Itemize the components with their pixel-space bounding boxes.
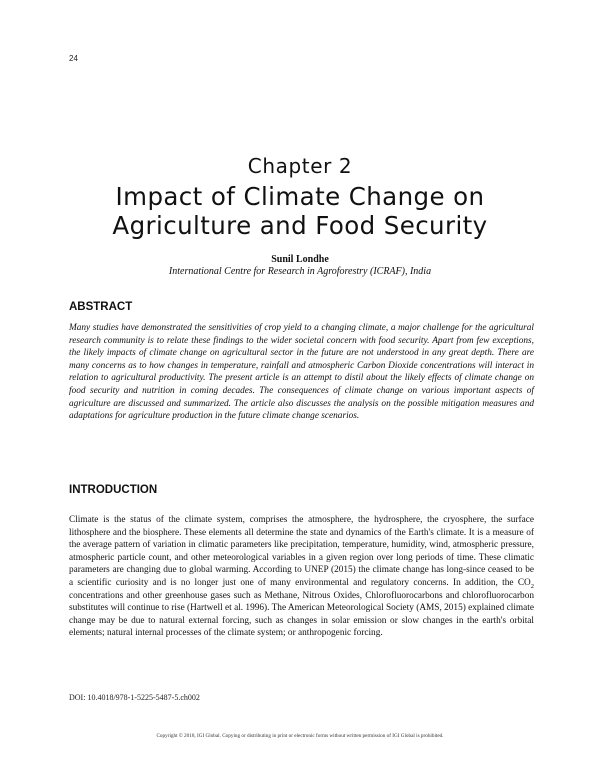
doi-line: DOI: 10.4018/978-1-5225-5487-5.ch002 bbox=[69, 693, 200, 702]
introduction-text bbox=[69, 514, 534, 640]
introduction-text-part-2: concentrations and other greenhouse gases such as Methane, Nitrous Oxides, Chlorofluorocarbons and chlorofluorocarbon substitutes will continue to rise (Hartwell et al. 1996). The American Meteorological Society (AMS, 2015) explained climate change may be due to natural external forcing, such as changes in solar emission or slow changes in the earth's orbital elements; natural internal processes of the climate system; or anthropogenic forcing. bbox=[69, 590, 534, 639]
introduction-text-part-1: Climate is the status of the climate system, comprises the atmosphere, the hydrosphere, the cryosphere, the surface lithosphere and the biosphere. These elements all determine the state and dynamics of the Earth's climate. It is a measure of the average pattern of variation in climatic parameters like precipitation, temperature, humidity, wind, atmospheric pressure, atmospheric particle count, and other meteorological variables in a given region over long periods of time. These climatic parameters are changing due to global warming. According to UNEP (2015) the climate change has long-since ceased to be a scientific curiosity and is no longer just one of many environmental and regulatory concerns. In addition, the CO bbox=[69, 515, 534, 588]
chapter-title-line-1: Impact of Climate Change on bbox=[115, 182, 485, 211]
abstract-heading: ABSTRACT bbox=[69, 301, 133, 313]
chapter-title bbox=[0, 182, 600, 240]
abstract-text: Many studies have demonstrated the sensitivities of crop yield to a changing climate, a major challenge for the agricultural research community is to relate these findings to the wider societal concern with food security. Apart from few exceptions, the likely impacts of climate change on agricultural sector in the future are not understood in any great depth. There are many concerns as to how changes in temperature, rainfall and atmospheric Carbon Dioxide concentrations will interact in relation to agricultural productivity. The present article is an attempt to distil about the likely effects of climate change on food security and nutrition in coming decades. The consequences of climate change on various important aspects of agriculture are discussed and summarized. The article also discusses the analysis on the possible mitigation measures and adaptations for agriculture production in the future climate change scenarios. bbox=[69, 323, 534, 422]
co2-subscript: 2 bbox=[530, 582, 534, 590]
chapter-title-line-2: Agriculture and Food Security bbox=[112, 211, 488, 240]
introduction-heading: INTRODUCTION bbox=[69, 484, 158, 496]
author-affiliation: International Centre for Research in Agroforestry (ICRAF), India bbox=[168, 266, 432, 277]
copyright-notice: Copyright © 2018, IGI Global. Copying or distributing in print or electronic forms without written permission of IGI Global is prohibited. bbox=[156, 733, 444, 739]
author-name: Sunil Londhe bbox=[271, 254, 329, 265]
chapter-label: Chapter 2 bbox=[247, 154, 353, 178]
page-number: 24 bbox=[69, 54, 78, 63]
